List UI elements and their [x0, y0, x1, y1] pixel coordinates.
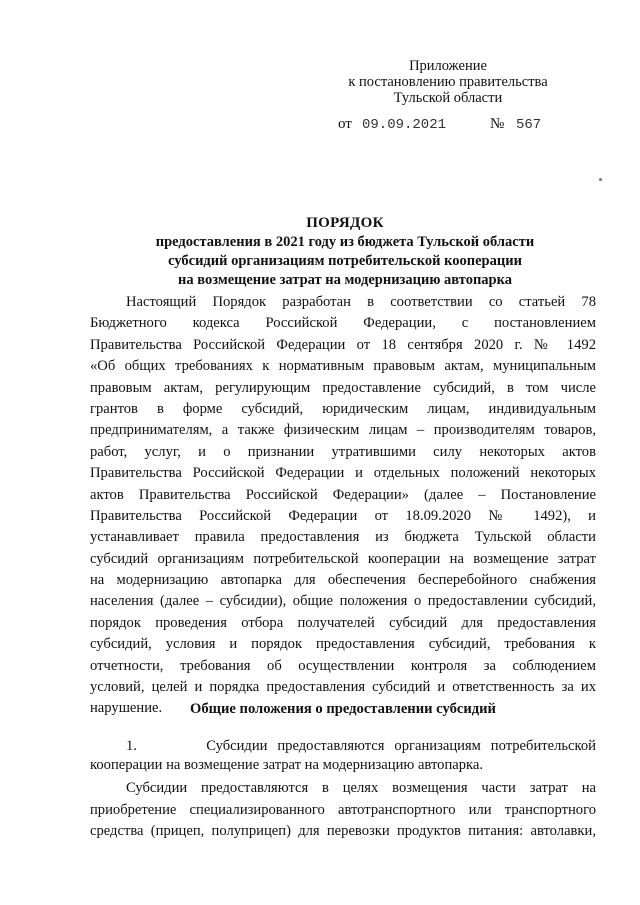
- text-line: отчетности, требования об осуществлении контроля за соблюдением: [90, 657, 596, 674]
- date-number-line: [338, 116, 578, 136]
- text-line: работ, услуг, и о признании утратившими силу некоторых актов: [90, 443, 596, 460]
- text-line: грантов в форме субсидий, юридическим лицам, индивидуальным: [90, 400, 596, 417]
- purpose-paragraph: [90, 778, 596, 843]
- text-line: порядок проведения отбора получателей субсидий для предоставления: [90, 614, 596, 631]
- text-line: «Об общих требованиях к нормативным правовым актам, муниципальным: [90, 358, 596, 375]
- item-1-line-1: [90, 737, 596, 756]
- item-1-line-2: кооперации на возмещение затрат на модернизацию автопарка.: [90, 757, 484, 773]
- appendix-line-3: Тульской области: [393, 90, 503, 106]
- title-heading: ПОРЯДОК: [306, 215, 384, 231]
- text-line: актов Правительства Российской Федерации» (далее – Постановление: [90, 486, 596, 503]
- text-line: Субсидии предоставляются в целях возмещения части затрат на: [126, 780, 596, 796]
- text-line: Правительства Российской Федерации от 18 сентября 2020 г. № 1492: [90, 336, 596, 353]
- item-1-number: 1.: [126, 738, 137, 754]
- document-number: 567: [516, 117, 542, 133]
- text-line: субсидий организациям потребительской кооперации на возмещение затрат: [90, 550, 596, 567]
- appendix-line-2: к постановлению правительства: [348, 74, 548, 90]
- text-line: устанавливает правила предоставления из бюджета Тульской области: [90, 529, 596, 546]
- text-line: Правительства Российской Федерации от 18.09.2020 № 1492), и: [90, 507, 596, 524]
- appendix-line-1: Приложение: [409, 58, 487, 74]
- text-line: населения (далее – субсидии), общие положения о предоставлении субсидий,: [90, 593, 596, 610]
- scan-speck: [599, 178, 602, 181]
- text-line: предпринимателям, а также физическим лицам – производителям товаров,: [90, 422, 596, 439]
- number-label: №: [490, 116, 505, 132]
- text-line: условий, целей и порядка предоставления субсидий и ответственность за их: [90, 679, 596, 696]
- text-line: Правительства Российской Федерации и отдельных положений некоторых: [90, 465, 596, 482]
- text-line: приобретение специализированного автотранспортного или транспортного: [90, 801, 596, 818]
- item-1-text: Субсидии предоставляются организациям потребительской: [206, 738, 596, 754]
- text-line: Настоящий Порядок разработан в соответствии со статьей 78: [126, 294, 596, 310]
- text-line: субсидий, условия и порядок предоставления субсидий, требования к: [90, 636, 596, 653]
- document-title: [100, 214, 590, 290]
- text-line: Бюджетного кодекса Российской Федерации, с постановлением: [90, 315, 596, 332]
- title-line-3: на возмещение затрат на модернизацию автопарка: [177, 272, 513, 288]
- title-line-1: предоставления в 2021 году из бюджета Тульской области: [155, 234, 535, 250]
- document-date: 09.09.2021: [362, 117, 447, 133]
- intro-paragraph: [90, 292, 596, 720]
- title-line-2: субсидий организациям потребительской кооперации: [168, 253, 522, 269]
- text-line: средства (прицеп, полуприцеп) для перевозки продуктов питания: автолавки,: [90, 823, 596, 839]
- text-line: нарушение.: [90, 700, 163, 717]
- appendix-block: [348, 58, 548, 106]
- item-1-paragraph: [90, 737, 596, 775]
- text-line: правовым актам, регулирующим предоставление субсидий, в том числе: [90, 379, 596, 396]
- section-heading: Общие положения о предоставлении субсидий: [190, 701, 496, 717]
- text-line: на модернизацию автопарка для обеспечения бесперебойного снабжения: [90, 572, 596, 589]
- from-label: от: [338, 116, 352, 132]
